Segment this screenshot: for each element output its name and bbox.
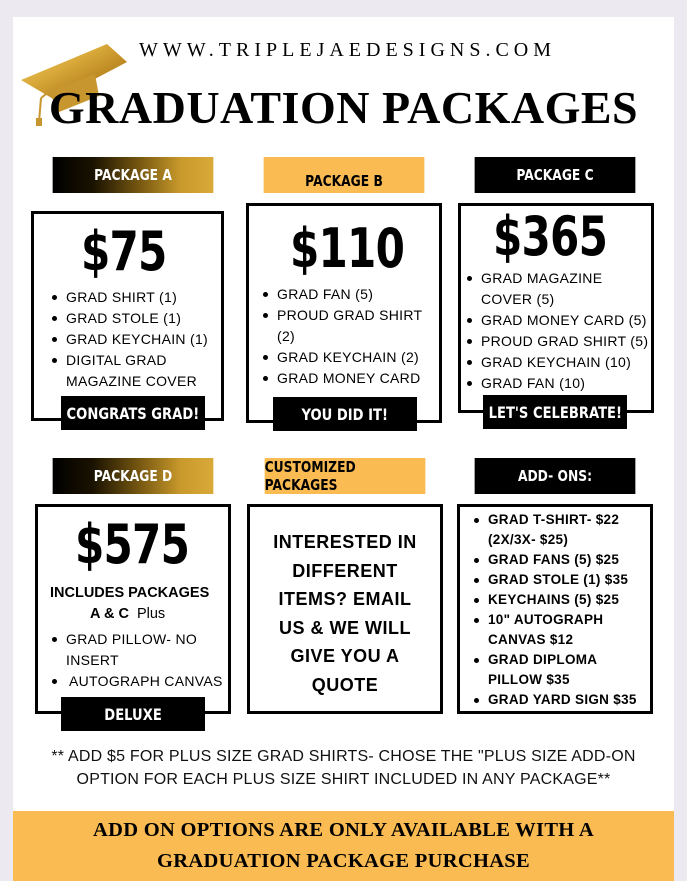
page-title: GRADUATION PACKAGES [48,82,639,133]
package-d-includes: INCLUDES PACKAGES A & C Plus [50,585,210,622]
addons-header: ADD- ONS: [475,458,636,494]
package-d-price: $575 [75,513,190,576]
addons-items [472,510,652,710]
list-item: PROUD GRAD SHIRT (5) [465,331,651,352]
list-item: GRAD MONEY CARD [261,368,441,389]
list-item: GRAD KEYCHAIN (10) [465,352,651,373]
plus-size-note: ** ADD $5 FOR PLUS SIZE GRAD SHIRTS- CHOSE THE "PLUS SIZE ADD-ON OPTION FOR EACH PLUS SIZE SHIRT INCLUDED IN ANY PACKAGE** [51,748,636,788]
footer-banner: ADD ON OPTIONS ARE ONLY AVAILABLE WITH A GRADUATION PACKAGE PURCHASE [13,811,674,881]
flyer-page [13,17,674,881]
customized-text: INTERESTED IN DIFFERENT ITEMS? EMAIL US & WE WILL GIVE YOU A QUOTE [273,532,417,695]
package-b-items [261,284,441,389]
list-item: PROUD GRAD SHIRT (2) [261,305,441,347]
package-d-header: PACKAGE D [53,458,214,494]
list-item: AUTOGRAPH CANVAS [50,671,230,692]
list-item: GRAD KEYCHAIN (2) [261,347,441,368]
package-c-tag: LET'S CELEBRATE! [483,395,627,429]
package-d-tag: DELUXE [61,697,205,731]
list-item: GRAD FAN (5) [261,284,441,305]
package-c-header: PACKAGE C [475,157,636,193]
list-item: GRAD STOLE (1) $35 [472,570,652,590]
website-url: WWW.TRIPLEJAEDESIGNS.COM [139,39,557,61]
package-b-header: PACKAGE B [264,157,425,193]
list-item: GRAD MAGAZINE COVER (5) [465,268,651,310]
list-item: GRAD FANS (5) $25 [472,550,652,570]
list-item: KEYCHAINS (5) $25 [472,590,652,610]
package-a-items [50,287,230,392]
list-item: GRAD MONEY CARD (5) [465,310,651,331]
list-item: DIGITAL GRAD MAGAZINE COVER [50,350,230,392]
package-d-items [50,629,230,692]
package-c-price: $365 [493,205,608,268]
package-a-tag: CONGRATS GRAD! [61,396,205,430]
package-a-header: PACKAGE A [53,157,214,193]
list-item: GRAD YARD SIGN $35 [472,690,652,710]
package-c-items [465,268,651,394]
package-b-tag: YOU DID IT! [273,397,417,431]
list-item: GRAD SHIRT (1) [50,287,230,308]
package-b-price: $110 [290,217,405,280]
list-item: 10" AUTOGRAPH CANVAS $12 [472,610,652,650]
list-item: GRAD STOLE (1) [50,308,230,329]
package-a-price: $75 [81,220,167,283]
list-item: GRAD T-SHIRT- $22 (2X/3X- $25) [472,510,652,550]
list-item: GRAD PILLOW- NO INSERT [50,629,230,671]
list-item: GRAD DIPLOMA PILLOW $35 [472,650,652,690]
customized-header: CUSTOMIZED PACKAGES [265,458,426,494]
list-item: GRAD KEYCHAIN (1) [50,329,230,350]
list-item: GRAD FAN (10) [465,373,651,394]
